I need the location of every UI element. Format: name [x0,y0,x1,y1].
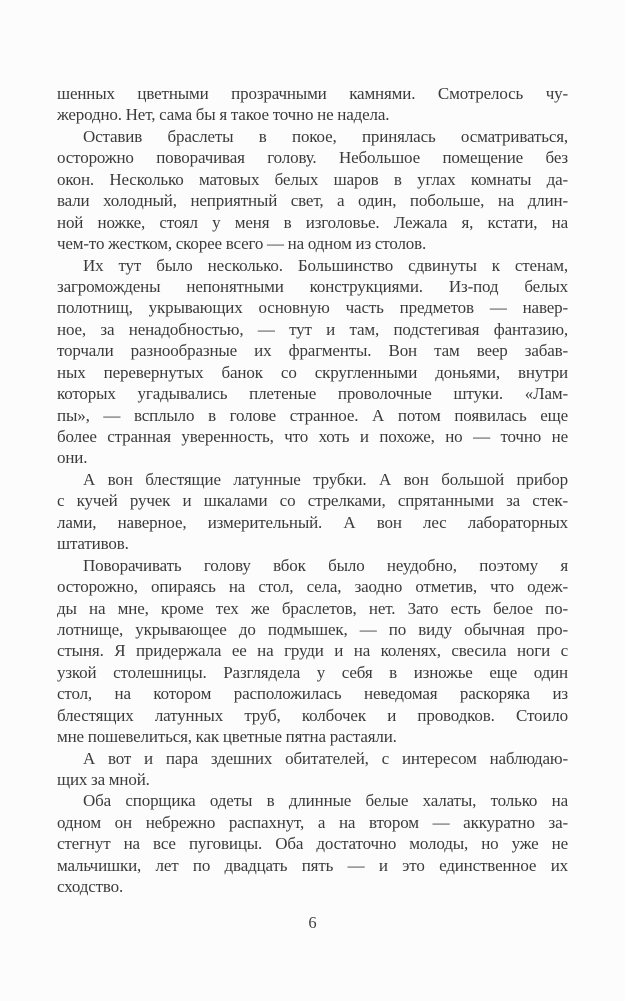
text-line: А вот и пара здешних обитателей, с интересом наблюдаю- [83,748,568,768]
paragraph [57,126,568,255]
text-line: сходство. [57,877,124,897]
text-block [57,83,568,898]
text-line: которых угадывались плетеные проволочные штуки. «Лам- [57,384,568,404]
paragraph [57,469,568,555]
paragraph [57,255,568,469]
text-line: стыня. Я придержала ее на груди и на коленях, свесила ноги с [57,641,568,661]
text-line: одном он небрежно распахнут, а на втором — аккуратно за- [57,812,568,832]
text-line: штативов. [57,534,129,554]
text-line: лами, наверное, измерительный. А вон лес лабораторных [57,512,568,532]
paragraph [57,83,568,126]
text-line: ды на мне, кроме тех же браслетов, нет. Зато есть белое по- [57,598,568,618]
text-line: блестящих латунных труб, колбочек и проводков. Стоило [57,705,568,725]
text-line: осторожно, опираясь на стол, села, заодно отметив, что одеж- [57,577,568,597]
text-line: щих за мной. [57,770,150,789]
text-line: стол, на котором расположилась неведомая раскоряка из [57,684,568,704]
text-line: торчали разнообразные их фрагменты. Вон там веер забав- [57,341,568,361]
paragraph [57,748,568,791]
paragraph [57,790,568,897]
page-number: 6 [308,913,317,932]
text-line: окон. Несколько матовых белых шаров в углах комнаты да- [57,169,568,189]
text-line: осторожно поворачивая голову. Небольшое помещение без [57,148,568,168]
text-line: Поворачивать голову вбок было неудобно, поэтому я [83,555,568,575]
text-line: лотнище, укрывающее до подмышек, — по виду обычная про- [57,619,568,639]
text-line: Их тут было несколько. Большинство сдвинуты к стенам, [83,255,568,275]
paragraph [57,555,568,748]
text-line: ной ножке, стоял у меня в изголовье. Лежала я, кстати, на [57,212,568,232]
text-line: жеродно. Нет, сама бы я такое точно не надела. [57,105,390,125]
text-line: ное, за ненадобностью, — тут и там, подстегивая фантазию, [57,319,568,339]
text-line: мальчишки, лет по двадцать пять — и это единственное их [57,855,568,875]
text-line: А вон блестящие латунные трубки. А вон большой прибор [83,469,568,489]
text-line: шенных цветными прозрачными камнями. Смотрелось чу- [57,84,568,103]
text-line: Оба спорщика одеты в длинные белые халаты, только на [83,791,568,811]
text-line: с кучей ручек и шкалами со стрелками, спрятанными за стек- [57,491,568,511]
text-line: стегнут на все пуговицы. Оба достаточно молоды, но уже не [57,834,568,854]
text-line: более странная уверенность, что хоть и похоже, но — точно не [57,427,568,446]
text-line: вали холодный, неприятный свет, а один, побольше, на длин- [57,191,568,211]
text-line: загромождены непонятными конструкциями. Из-под белых [57,276,568,296]
text-line: ных перевернутых банок со скругленными доньями, внутри [57,362,568,382]
text-line: полотнищ, укрывающих основную часть предметов — навер- [57,298,568,318]
text-line: мне пошевелиться, как цветные пятна растаяли. [57,727,397,747]
text-line: узкой столешницы. Разглядела у себя в изножье еще один [57,662,568,682]
text-line: они. [57,448,88,468]
text-line: пы», — всплыло в голове странное. А потом появилась еще [57,405,568,425]
text-line: чем-то жестком, скорее всего — на одном из столов. [57,234,427,254]
text-line: Оставив браслеты в покое, принялась осматриваться, [83,126,568,146]
